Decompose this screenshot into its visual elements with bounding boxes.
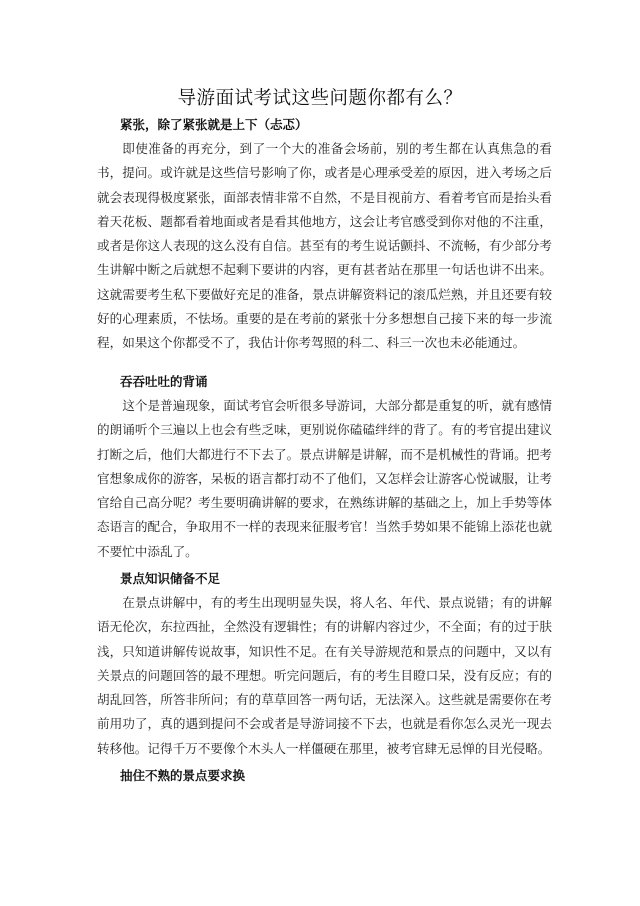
section-stammering-recitation bbox=[97, 370, 552, 564]
section-paragraph: 在景点讲解中，有的考生出现明显失误，将人名、年代、景点说错；有的讲解语无伦次，东拉西扯，全然没有逻辑性；有的讲解内容过少，不全面；有的过于肤浅，只知道讲解传说故事，知识性不足。在有关导游规范和景点的问题中，又以有关景点的问题回答的最不理想。听完问题后，有的考生目瞪口呆，没有反应；有的胡乱回答，所答非所问；有的草草回答一两句话，无法深入。这些就是需要你在考前用功了，真的遇到提问不会或者是导游词接不下去，也就是看你怎么灵光一现去转移他。记得千万不要像个木头人一样僵硬在那里，被考官肆无忌惮的目光侵略。 bbox=[97, 595, 552, 756]
section-paragraph: 这个是普遍现象，面试考官会听很多导游词，大部分都是重复的听，就有感情的朗诵听个三遍以上也会有些乏味，更别说你磕磕绊绊的背了。有的考官提出建议打断之后，他们大都进行不下去了。景点讲解是讲解，而不是机械性的背诵。把考官想象成你的游客，呆板的语言都打动不了他们，又怎样会让游客心悦诚服，让考官给自己高分呢？考生要明确讲解的要求，在熟练讲解的基础之上，加上手势等体态语言的配合，争取用不一样的表现来征服考官！当然手势如果不能锦上添花也就不要忙中添乱了。 bbox=[97, 398, 552, 559]
section-heading: 抽住不熟的景点要求换 bbox=[120, 768, 246, 783]
section-heading: 吞吞吐吐的背诵 bbox=[120, 374, 208, 389]
section-request-change bbox=[97, 764, 552, 788]
section-heading: 景点知识储备不足 bbox=[120, 571, 221, 586]
section-nervousness bbox=[97, 113, 552, 356]
section-paragraph: 即使准备的再充分，到了一个大的准备会场前，别的考生都在认真焦急的看书，提问。或许就是这些信号影响了你，或者是心理承受差的原因，进入考场之后就会表现得极度紧张，面部表情非常不自然，不是目视前方、看着考官而是抬头看着天花板、题都看着地面或者是看其他地方，这会让考官感受到你对他的不注重，或者是你这人表现的这么没有自信。甚至有的考生说话颤抖、不流畅，有少部分考生讲解中断之后就想不起剩下要讲的内容，更有甚者站在那里一句话也讲不出来。这就需要考生私下要做好充足的准备，景点讲解资料记的滚瓜烂熟，并且还要有较好的心理素质，不怯场。重要的是在考前的紧张十分多想想自己接下来的每一步流程，如果这个你都受不了，我估计你考驾照的科二、科三一次也未必能通过。 bbox=[97, 141, 552, 351]
section-heading: 紧张，除了紧张就是上下（忐忑） bbox=[120, 117, 308, 132]
section-insufficient-knowledge bbox=[97, 567, 552, 761]
document-title: 导游面试考试这些问题你都有么？ bbox=[177, 88, 463, 109]
